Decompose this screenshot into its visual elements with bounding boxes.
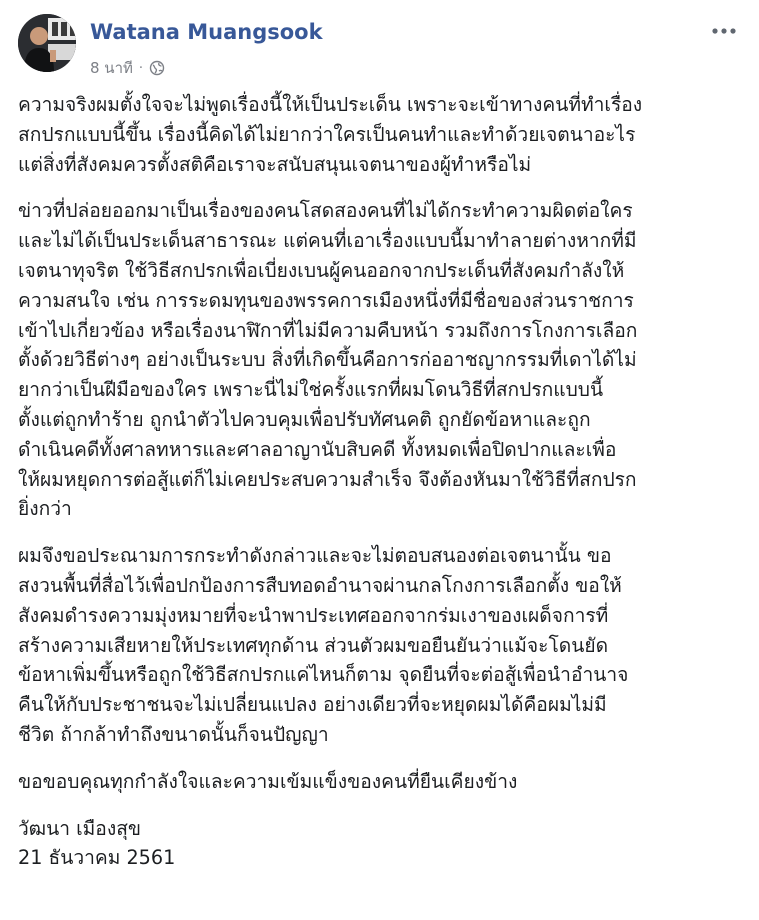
post-body	[18, 90, 746, 873]
meta-separator: ·	[138, 60, 144, 76]
text-line: สงวนพื้นที่สื่อไว้เพื่อปกป้องการสืบทอดอำนาจผ่านกลโกงการเลือกตั้ง ขอให้	[18, 573, 622, 597]
text-line: ให้ผมหยุดการต่อสู้แต่ก็ไม่เคยประสบความสำเร็จ จึงต้องหันมาใช้วิธีที่สกปรก	[18, 467, 637, 491]
post-paragraph-3	[18, 541, 746, 750]
post-meta	[90, 56, 165, 80]
text-line: ข่าวที่ปล่อยออกมาเป็นเรื่องของคนโสดสองคนที่ไม่ได้กระทำความผิดต่อใคร	[18, 199, 633, 223]
text-line: ตั้งแต่ถูกทำร้าย ถูกนำตัวไปควบคุมเพื่อปรับทัศนคติ ถูกยัดข้อหาและถูก	[18, 407, 591, 431]
text-line: ยิ่งกว่า	[18, 497, 72, 521]
text-line: ขอขอบคุณทุกกำลังใจและความเข้มแข็งของคนที่ยืนเคียงข้าง	[18, 769, 518, 793]
text-line: และไม่ได้เป็นประเด็นสาธารณะ แต่คนที่เอาเรื่องแบบนี้มาทำลายต่างหากที่มี	[18, 229, 637, 253]
text-line: ตั้งด้วยวิธีต่างๆ อย่างเป็นระบบ สิ่งที่เกิดขึ้นคือการก่ออาชญากรรมที่เดาได้ไม่	[18, 348, 637, 372]
more-options-icon[interactable]	[709, 20, 739, 42]
avatar[interactable]	[18, 14, 76, 72]
post-signature	[18, 814, 746, 874]
post-timestamp[interactable]: 8 นาที	[90, 59, 133, 77]
signature-name: วัฒนา เมืองสุข	[18, 816, 142, 840]
signature-date: 21 ธันวาคม 2561	[18, 846, 176, 870]
post-paragraph-2	[18, 196, 746, 524]
text-line: ผมจึงขอประณามการกระทำดังกล่าวและจะไม่ตอบสนองต่อเจตนานั้น ขอ	[18, 544, 612, 568]
text-line: สร้างความเสียหายให้ประเทศทุกด้าน ส่วนตัวผมขอยืนยันว่าแม้จะโดนยัด	[18, 633, 609, 657]
post-paragraph-1	[18, 90, 746, 179]
text-line: เข้าไปเกี่ยวข้อง หรือเรื่องนาฬิกาที่ไม่มีความคืบหน้า รวมถึงการโกงการเลือก	[18, 318, 638, 342]
author-name[interactable]: Watana Muangsook	[90, 20, 323, 44]
text-line: ดำเนินคดีทั้งศาลทหารและศาลอาญานับสิบคดี ทั้งหมดเพื่อปิดปากและเพื่อ	[18, 437, 617, 461]
post-paragraph-4	[18, 767, 746, 797]
text-line: ชีวิต ถ้ากล้าทำถึงขนาดนั้นก็จนปัญญา	[18, 722, 329, 746]
text-line: เจตนาทุจริต ใช้วิธีสกปรกเพื่อเบี่ยงเบนผู้คนออกจากประเด็นที่สังคมกำลังให้	[18, 258, 625, 282]
text-line: สังคมดำรงความมุ่งหมายที่จะนำพาประเทศออกจากร่มเงาของเผด็จการที่	[18, 603, 609, 627]
text-line: ข้อหาเพิ่มขึ้นหรือถูกใช้วิธีสกปรกแค่ไหนก็ตาม จุดยืนที่จะต่อสู้เพื่อนำอำนาจ	[18, 663, 629, 687]
text-line: ความจริงผมตั้งใจจะไม่พูดเรื่องนี้ให้เป็นประเด็น เพราะจะเข้าทางคนที่ทำเรื่อง	[18, 93, 643, 116]
globe-icon[interactable]	[149, 60, 165, 76]
post-header	[18, 14, 743, 78]
text-line: แต่สิ่งที่สังคมควรตั้งสติคือเราจะสนับสนุนเจตนาของผู้ทำหรือไม่	[18, 152, 532, 176]
text-line: ยากว่าเป็นฝีมือของใคร เพราะนี่ไม่ใช่ครั้งแรกที่ผมโดนวิธีที่สกปรกแบบนี้	[18, 378, 604, 402]
avatar-photo	[18, 14, 76, 72]
text-line: คืนให้กับประชาชนจะไม่เปลี่ยนแปลง อย่างเดียวที่จะหยุดผมได้คือผมไม่มี	[18, 693, 607, 717]
text-line: สกปรกแบบนี้ขึ้น เรื่องนี้คิดได้ไม่ยากว่าใครเป็นคนทำและทำด้วยเจตนาอะไร	[18, 122, 636, 146]
text-line: ความสนใจ เช่น การระดมทุนของพรรคการเมืองหนึ่งที่มีชื่อของส่วนราชการ	[18, 288, 634, 312]
